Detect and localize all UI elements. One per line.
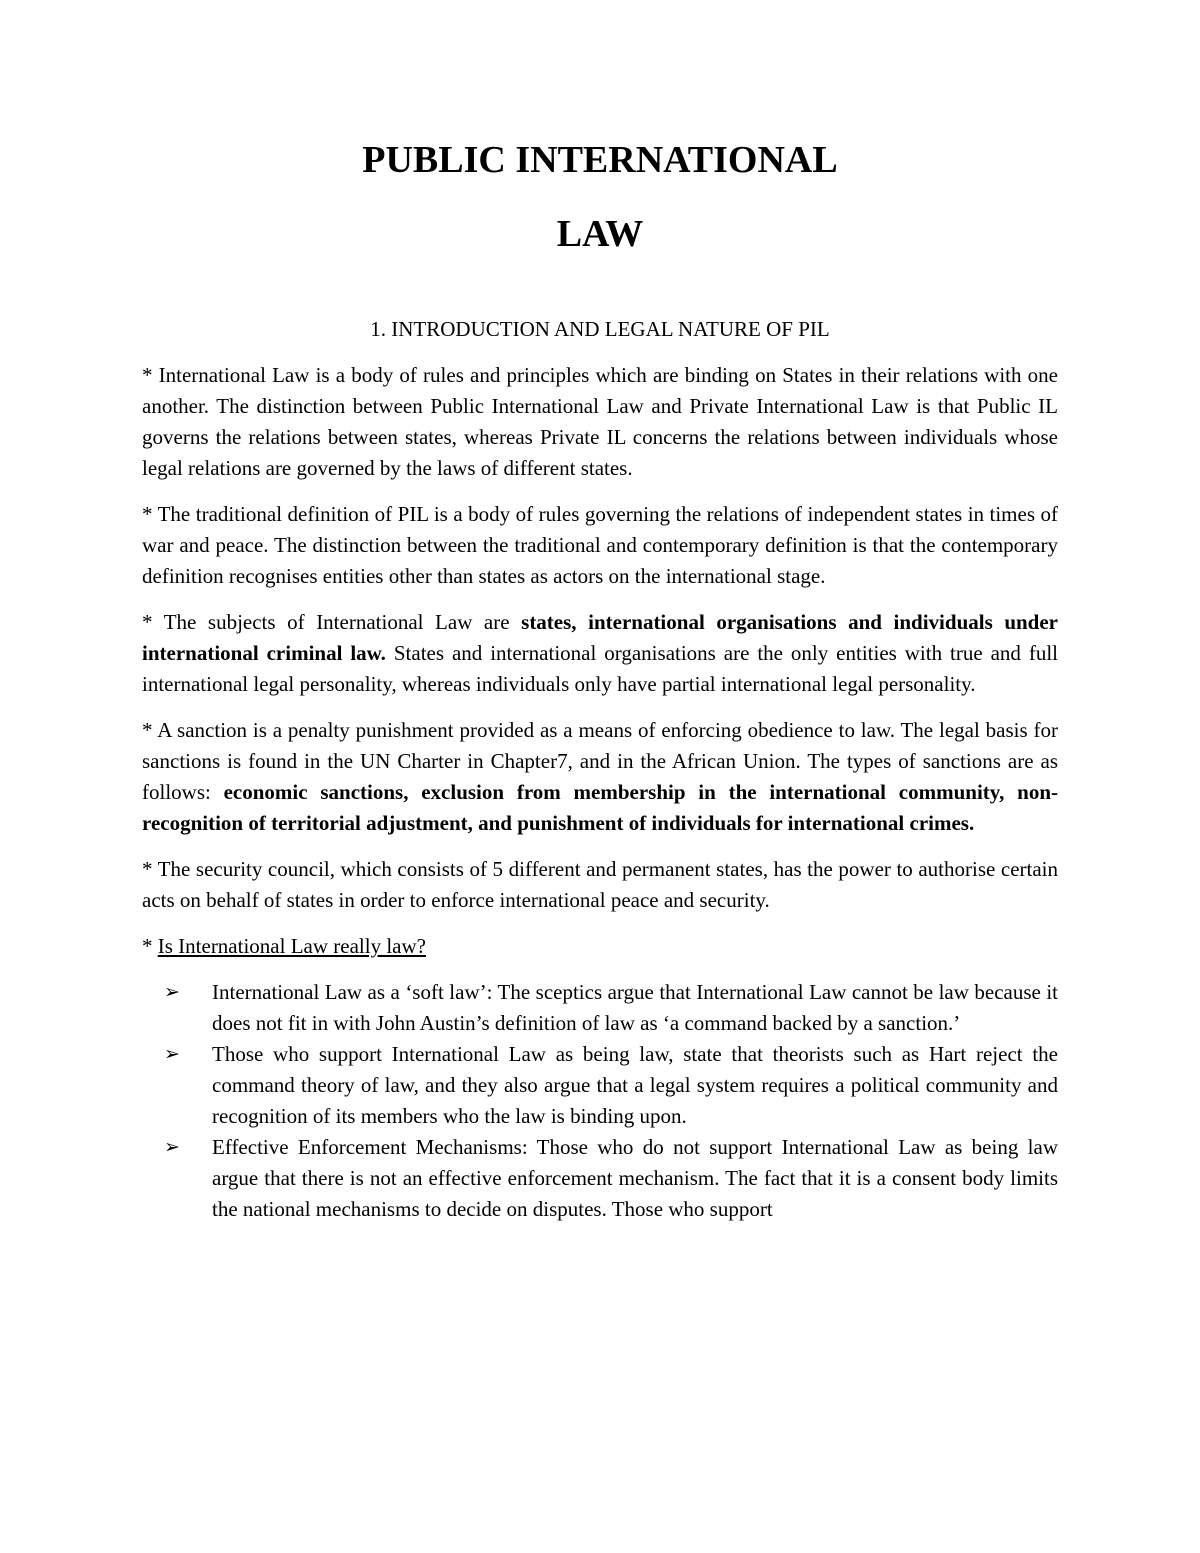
paragraph-sanctions xyxy=(142,715,1058,839)
arrow-bullet-icon: ➢ xyxy=(164,1043,180,1065)
arrow-bullet-icon: ➢ xyxy=(164,981,180,1003)
question-text: Is International Law really law? xyxy=(157,934,426,958)
paragraph-subjects-text-start: * The subjects of International Law are xyxy=(142,610,522,634)
paragraph-security-council: * The security council, which consists of 5 different and permanent states, has the power to authorise certain acts on behalf of states in order to enforce international peace and security. xyxy=(142,857,1058,912)
paragraph-traditional-definition: * The traditional definition of PIL is a body of rules governing the relations of independent states in times of war and peace. The distinction between the traditional and contemporary definition is that the contemporary definition recognises entities other than states as actors on the international stage. xyxy=(142,502,1058,588)
paragraph-subjects-bold: states, international organisations and individuals under international criminal law. xyxy=(142,610,1059,665)
document-title-line-2: LAW xyxy=(556,213,644,255)
list-item-text: Effective Enforcement Mechanisms: Those who do not support International Law as being law argue that there is not an effective enforcement mechanism. The fact that it is a consent body limits the national mechanisms to decide on disputes. Those who support xyxy=(212,1135,1058,1221)
section-heading: 1. INTRODUCTION AND LEGAL NATURE OF PIL xyxy=(370,317,830,341)
list-item xyxy=(142,1132,1058,1225)
list-item-text: Those who support International Law as being law, state that theorists such as Hart reject the command theory of law, and they also argue that a legal system requires a political community and recognition of its members who the law is binding upon. xyxy=(212,1042,1058,1128)
paragraph-definition: * International Law is a body of rules and principles which are binding on States in their relations with one another. The distinction between Public International Law and Private International Law is that Public IL governs the relations between states, whereas Private IL concerns the relations between individuals whose legal relations are governed by the laws of different states. xyxy=(142,363,1058,480)
list-item xyxy=(142,977,1058,1039)
document-page xyxy=(142,138,1058,1225)
arrow-bullet-icon: ➢ xyxy=(164,1136,180,1158)
question-heading xyxy=(142,931,1058,962)
document-title-line-1: PUBLIC INTERNATIONAL xyxy=(362,139,838,181)
paragraph-sanctions-bold: economic sanctions, exclusion from membership in the international community, non-recognition of territorial adjustment, and punishment of individuals for international crimes. xyxy=(142,780,1058,835)
question-prefix: * xyxy=(142,934,158,958)
paragraph-subjects-text-end: States and international organisations are the only entities with true and full international legal personality, whereas individuals only have partial international legal personality. xyxy=(142,641,1058,696)
paragraph-subjects xyxy=(142,607,1058,700)
list-item xyxy=(142,1039,1058,1132)
paragraph-sanctions-text: * A sanction is a penalty punishment provided as a means of enforcing obedience to law. The legal basis for sanctions is found in the UN Charter in Chapter7, and in the African Union. The types of sanctions are as follows: xyxy=(142,718,1058,804)
arrow-bullet-list xyxy=(142,977,1058,1225)
list-item-text: International Law as a ‘soft law’: The sceptics argue that International Law cannot be law because it does not fit in with John Austin’s definition of law as ‘a command backed by a sanction.’ xyxy=(212,980,1058,1035)
